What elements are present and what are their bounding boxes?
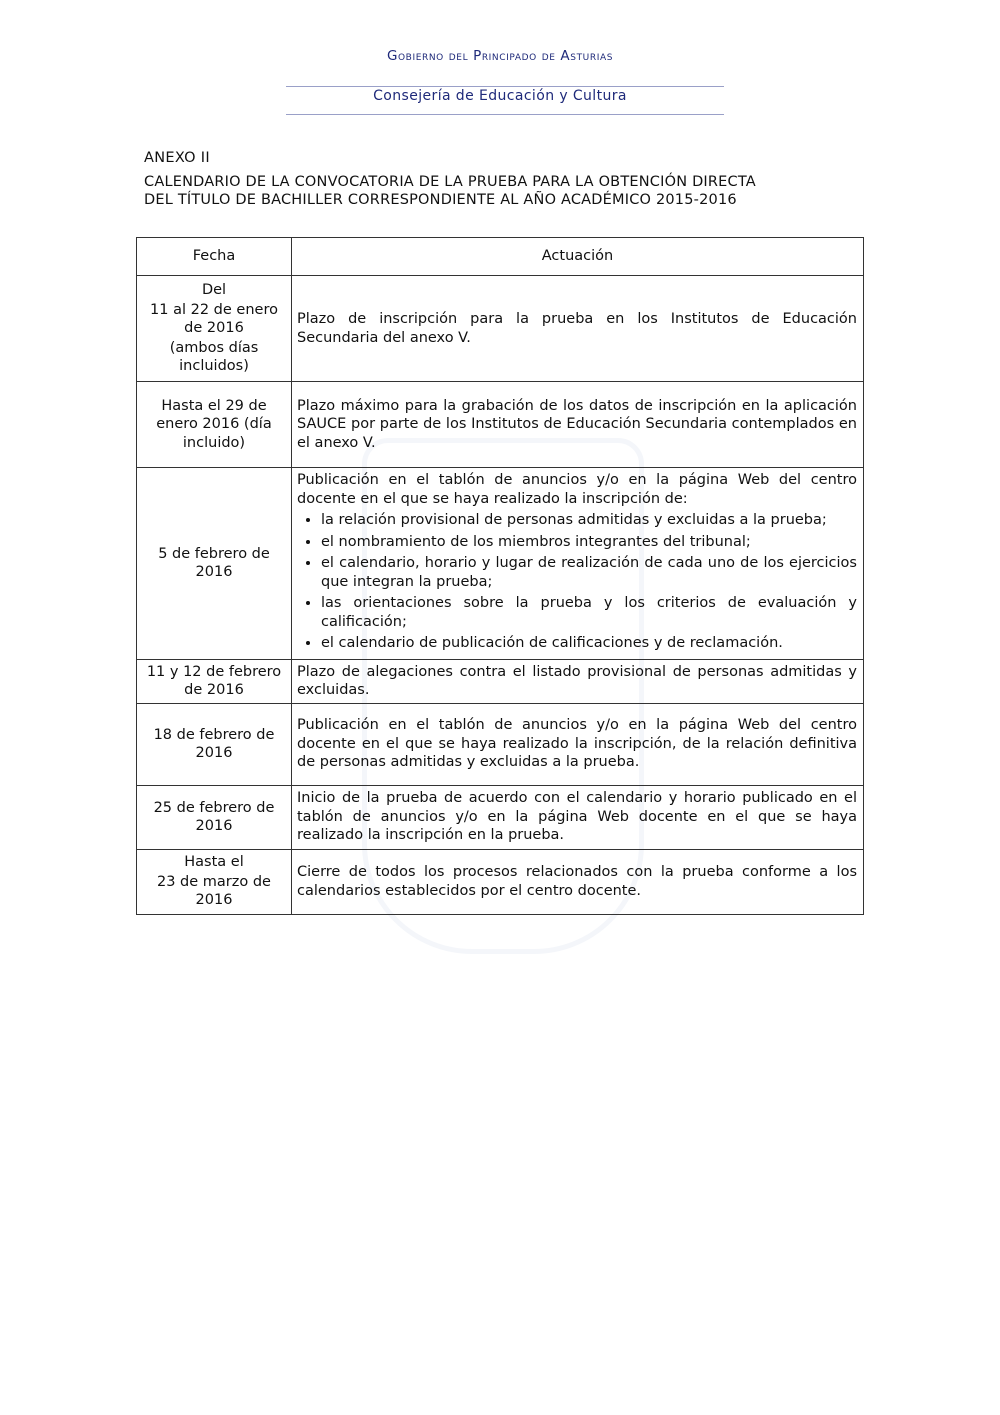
date-cell: 25 de febrero de 2016 bbox=[137, 785, 292, 849]
action-intro: Publicación en el tablón de anuncios y/o en la página Web del centro docente en el que se haya realizado la inscripción de: bbox=[297, 472, 857, 507]
table-row bbox=[137, 659, 864, 703]
header-divider-top bbox=[286, 86, 724, 87]
action-bullet-list bbox=[297, 511, 857, 653]
date-line: (ambos días incluidos) bbox=[169, 339, 259, 375]
date-cell bbox=[137, 849, 292, 914]
list-item: • las orientaciones sobre la prueba y los criterios de evaluación y calificación; bbox=[321, 594, 857, 631]
action-cell: Plazo de alegaciones contra el listado provisional de personas admitidas y excluidas. bbox=[292, 659, 864, 703]
date-line: Hasta el bbox=[184, 854, 244, 871]
annex-title bbox=[144, 173, 860, 209]
list-item: • el calendario, horario y lugar de realización de cada uno de los ejercicios que integran la prueba; bbox=[321, 554, 857, 591]
action-cell: Inicio de la prueba de acuerdo con el calendario y horario publicado en el tablón de anuncios y/o en la página Web docente en el que se haya realizado la inscripción en la prueba. bbox=[292, 785, 864, 849]
list-item: • el calendario de publicación de calificaciones y de reclamación. bbox=[321, 634, 857, 653]
action-cell: Cierre de todos los procesos relacionados con la prueba conforme a los calendarios establecidos por el centro docente. bbox=[292, 849, 864, 914]
date-cell: 18 de febrero de 2016 bbox=[137, 703, 292, 785]
date-cell: 11 y 12 de febrero de 2016 bbox=[137, 659, 292, 703]
date-cell: Hasta el 29 de enero 2016 (día incluido) bbox=[137, 382, 292, 468]
table-row bbox=[137, 468, 864, 660]
government-header: Gobierno del Principado de Asturias bbox=[386, 48, 614, 64]
table-row bbox=[137, 382, 864, 468]
header-divider-bottom bbox=[286, 114, 724, 115]
date-line: 23 de marzo de 2016 bbox=[157, 873, 271, 909]
column-header-action: Actuación bbox=[292, 238, 864, 276]
table-row bbox=[137, 703, 864, 785]
action-cell: Publicación en el tablón de anuncios y/o en la página Web del centro docente en el que se haya realizado la inscripción, de la relación definitiva de personas admitidas y excluidas a la prueba. bbox=[292, 703, 864, 785]
annex-title-line2: DEL TÍTULO DE BACHILLER CORRESPONDIENTE AL AÑO ACADÉMICO 2015-2016 bbox=[144, 192, 737, 208]
table-row bbox=[137, 849, 864, 914]
list-item: • el nombramiento de los miembros integrantes del tribunal; bbox=[321, 533, 857, 552]
table-row bbox=[137, 276, 864, 382]
list-item: • la relación provisional de personas admitidas y excluidas a la prueba; bbox=[321, 511, 857, 530]
date-line: Del bbox=[201, 282, 227, 299]
department-header: Consejería de Educación y Cultura bbox=[373, 88, 627, 104]
action-cell bbox=[292, 468, 864, 660]
action-cell: Plazo de inscripción para la prueba en los Institutos de Educación Secundaria del anexo V. bbox=[292, 276, 864, 382]
calendar-table bbox=[136, 237, 864, 915]
date-line: 11 al 22 de enero de 2016 bbox=[150, 301, 278, 337]
table-row bbox=[137, 785, 864, 849]
annex-title-line1: CALENDARIO DE LA CONVOCATORIA DE LA PRUEBA PARA LA OBTENCIÓN DIRECTA bbox=[144, 174, 756, 190]
action-cell: Plazo máximo para la grabación de los datos de inscripción en la aplicación SAUCE por parte de los Institutos de Educación Secundaria contemplados en el anexo V. bbox=[292, 382, 864, 468]
date-cell: 5 de febrero de 2016 bbox=[137, 468, 292, 660]
column-header-date: Fecha bbox=[137, 238, 292, 276]
table-header-row bbox=[137, 238, 864, 276]
annex-label: ANEXO II bbox=[144, 150, 210, 166]
date-cell bbox=[137, 276, 292, 382]
